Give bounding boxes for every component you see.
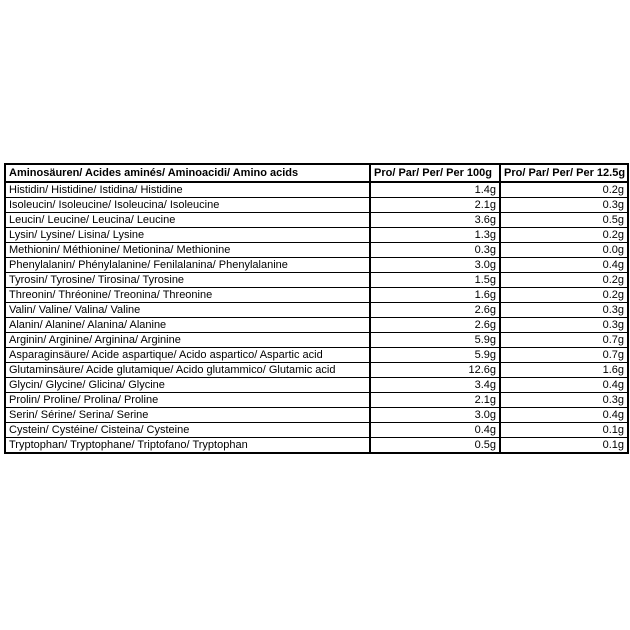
per-100g-value-cell: 5.9g (370, 348, 500, 363)
amino-acid-name-cell: Threonin/ Thréonine/ Treonina/ Threonine (5, 288, 370, 303)
amino-acid-name-cell: Valin/ Valine/ Valina/ Valine (5, 303, 370, 318)
amino-acid-name-cell: Asparaginsäure/ Acide aspartique/ Acido aspartico/ Aspartic acid (5, 348, 370, 363)
per-12-5g-value-cell: 0.4g (500, 258, 628, 273)
table-row (5, 348, 628, 363)
amino-acid-name-cell: Arginin/ Arginine/ Arginina/ Arginine (5, 333, 370, 348)
table-row (5, 438, 628, 454)
header-row (5, 164, 628, 182)
per-12-5g-value-cell: 0.1g (500, 438, 628, 454)
amino-acid-name-cell: Cystein/ Cystéine/ Cisteina/ Cysteine (5, 423, 370, 438)
table-row (5, 228, 628, 243)
per-12-5g-value-cell: 0.2g (500, 273, 628, 288)
header-per-12-5g: Pro/ Par/ Per/ Per 12.5g (500, 164, 628, 182)
per-12-5g-value-cell: 0.4g (500, 408, 628, 423)
per-100g-value-cell: 1.4g (370, 182, 500, 198)
table-row (5, 318, 628, 333)
amino-acid-name-cell: Isoleucin/ Isoleucine/ Isoleucina/ Isoleucine (5, 198, 370, 213)
header-per-100g: Pro/ Par/ Per/ Per 100g (370, 164, 500, 182)
amino-acid-name-cell: Methionin/ Méthionine/ Metionina/ Methionine (5, 243, 370, 258)
header-amino-acids: Aminosäuren/ Acides aminés/ Aminoacidi/ Amino acids (5, 164, 370, 182)
per-100g-value-cell: 1.6g (370, 288, 500, 303)
per-100g-value-cell: 2.1g (370, 198, 500, 213)
per-100g-value-cell: 3.4g (370, 378, 500, 393)
table-row (5, 258, 628, 273)
per-12-5g-value-cell: 0.5g (500, 213, 628, 228)
per-12-5g-value-cell: 0.0g (500, 243, 628, 258)
per-100g-value-cell: 0.4g (370, 423, 500, 438)
table-row (5, 363, 628, 378)
table-row (5, 288, 628, 303)
per-100g-value-cell: 2.6g (370, 303, 500, 318)
per-100g-value-cell: 0.5g (370, 438, 500, 454)
per-12-5g-value-cell: 0.3g (500, 198, 628, 213)
per-100g-value-cell: 1.3g (370, 228, 500, 243)
per-100g-value-cell: 3.0g (370, 408, 500, 423)
per-100g-value-cell: 12.6g (370, 363, 500, 378)
per-100g-value-cell: 5.9g (370, 333, 500, 348)
amino-acid-name-cell: Phenylalanin/ Phénylalanine/ Fenilalanina/ Phenylalanine (5, 258, 370, 273)
amino-acids-table-header (5, 164, 628, 182)
amino-acid-name-cell: Alanin/ Alanine/ Alanina/ Alanine (5, 318, 370, 333)
table-row (5, 273, 628, 288)
amino-acid-name-cell: Glycin/ Glycine/ Glicina/ Glycine (5, 378, 370, 393)
per-12-5g-value-cell: 0.2g (500, 228, 628, 243)
amino-acid-name-cell: Leucin/ Leucine/ Leucina/ Leucine (5, 213, 370, 228)
table-row (5, 333, 628, 348)
per-100g-value-cell: 0.3g (370, 243, 500, 258)
per-100g-value-cell: 1.5g (370, 273, 500, 288)
per-100g-value-cell: 2.1g (370, 393, 500, 408)
amino-acids-table-body (5, 182, 628, 453)
amino-acids-table (4, 163, 629, 454)
amino-acid-name-cell: Glutaminsäure/ Acide glutamique/ Acido glutammico/ Glutamic acid (5, 363, 370, 378)
amino-acid-name-cell: Tyrosin/ Tyrosine/ Tirosina/ Tyrosine (5, 273, 370, 288)
amino-acid-name-cell: Lysin/ Lysine/ Lisina/ Lysine (5, 228, 370, 243)
table-row (5, 213, 628, 228)
amino-acid-name-cell: Prolin/ Proline/ Prolina/ Proline (5, 393, 370, 408)
per-12-5g-value-cell: 0.4g (500, 378, 628, 393)
per-12-5g-value-cell: 0.7g (500, 333, 628, 348)
per-12-5g-value-cell: 1.6g (500, 363, 628, 378)
per-100g-value-cell: 3.0g (370, 258, 500, 273)
table-row (5, 378, 628, 393)
table-row (5, 393, 628, 408)
table-row (5, 423, 628, 438)
per-12-5g-value-cell: 0.3g (500, 303, 628, 318)
per-12-5g-value-cell: 0.3g (500, 393, 628, 408)
per-12-5g-value-cell: 0.1g (500, 423, 628, 438)
table-row (5, 303, 628, 318)
amino-acid-name-cell: Tryptophan/ Tryptophane/ Triptofano/ Tryptophan (5, 438, 370, 454)
per-12-5g-value-cell: 0.2g (500, 182, 628, 198)
per-12-5g-value-cell: 0.3g (500, 318, 628, 333)
per-100g-value-cell: 3.6g (370, 213, 500, 228)
table-row (5, 198, 628, 213)
amino-acid-name-cell: Serin/ Sérine/ Serina/ Serine (5, 408, 370, 423)
amino-acid-name-cell: Histidin/ Histidine/ Istidina/ Histidine (5, 182, 370, 198)
table-row (5, 408, 628, 423)
table-row (5, 243, 628, 258)
per-12-5g-value-cell: 0.2g (500, 288, 628, 303)
per-12-5g-value-cell: 0.7g (500, 348, 628, 363)
per-100g-value-cell: 2.6g (370, 318, 500, 333)
table-row (5, 182, 628, 198)
